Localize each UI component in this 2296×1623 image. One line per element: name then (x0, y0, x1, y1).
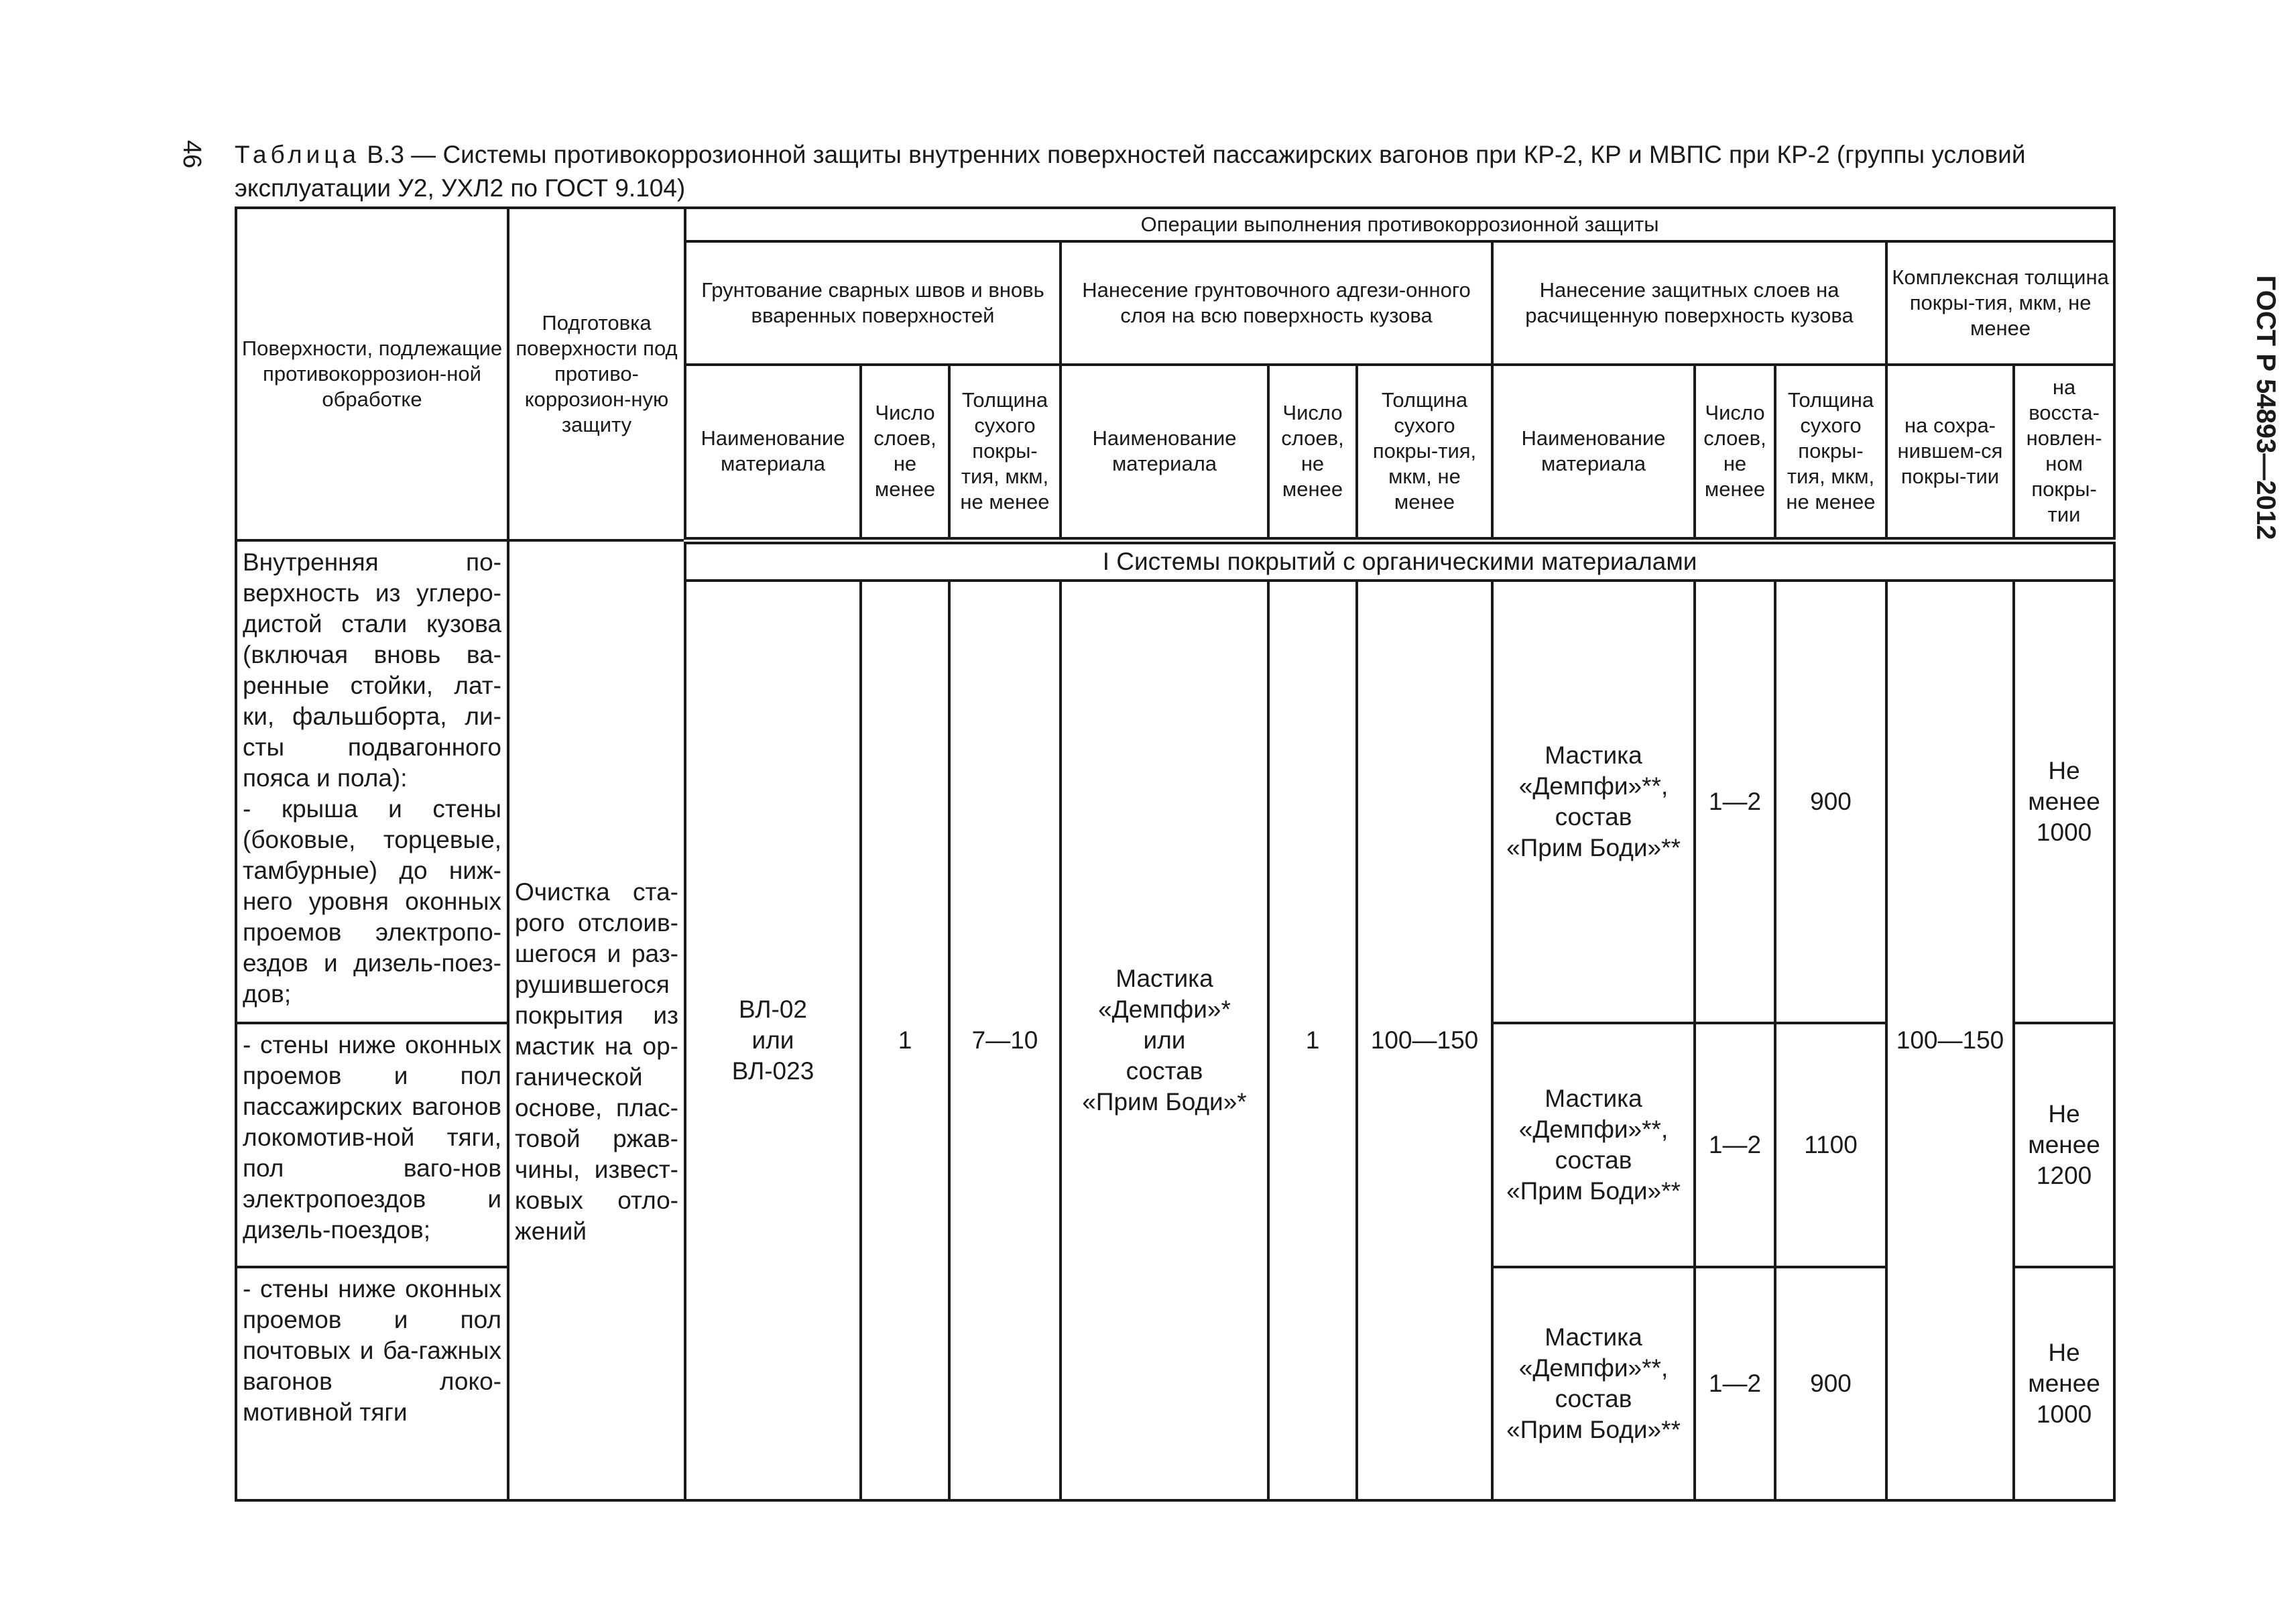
protective-thickness-2: 1100 (1775, 1023, 1886, 1267)
caption-text: В.3 — Системы противокоррозионной защиты внутренних поверхностей пассажирских вагонов при КР-2, КР и МВПС при КР-2 (группы условий эксплуатации У2, УХЛ2 по ГОСТ 9.104) (235, 141, 2026, 202)
header-thickness-3: Толщина сухого покры-тия, мкм, не менее (1775, 365, 1886, 540)
header-layers-1: Число слоев, не менее (861, 365, 949, 540)
header-group-total-thickness: Комплексная толщина покры-тия, мкм, не менее (1886, 241, 2114, 365)
protective-thickness-1: 900 (1775, 581, 1886, 1023)
caption-prefix: Таблица (235, 141, 361, 168)
header-restored-coating: на восста-новлен-ном покры-тии (2014, 365, 2114, 540)
restored-thickness-1: Не менее 1000 (2014, 581, 2114, 1023)
protective-layers-3: 1—2 (1695, 1267, 1775, 1500)
protective-layers-2: 1—2 (1695, 1023, 1775, 1267)
primer-material: ВЛ-02 или ВЛ-023 (685, 581, 861, 1500)
preserved-thickness: 100—150 (1886, 581, 2014, 1500)
surface-roof-walls: Внутренняя по-верхность из углеро-дистой стали кузова (включая вновь ва-ренные стойки, лат-ки, фальшборта, ли-сты подвагонного пояса и пола): - крыша и стены (боковые, торцевые, тамбурные) до ниж-него уровня оконных проемов электропо-ездов и дизель-поез-дов; (236, 540, 508, 1023)
protective-material-3: Мастика «Демпфи»**, состав «Прим Боди»** (1492, 1267, 1695, 1500)
protective-material-2: Мастика «Демпфи»**, состав «Прим Боди»** (1492, 1023, 1695, 1267)
surface-mail-baggage: - стены ниже оконных проемов и пол почтовых и ба-гажных вагонов локо-мотивной тяги (236, 1267, 508, 1500)
preparation-cell: Очистка ста-рого отслоив-шегося и раз-рушившегося покрытия из мастик на ор-ганической основе, плас-товой ржав-чины, извест-ковых отло-жений (508, 540, 685, 1500)
adhesive-thickness: 100—150 (1357, 581, 1492, 1500)
protective-thickness-3: 900 (1775, 1267, 1886, 1500)
adhesive-material: Мастика «Демпфи»* или состав «Прим Боди»* (1061, 581, 1268, 1500)
header-surfaces: Поверхности, подлежащие противокоррозион-ной обработке (236, 208, 508, 540)
header-thickness-1: Толщина сухого покры-тия, мкм, не менее (949, 365, 1061, 540)
header-layers-3: Число слоев, не менее (1695, 365, 1775, 540)
primer-thickness: 7—10 (949, 581, 1061, 1500)
page-number: 46 (178, 139, 206, 169)
header-material-3: Наименование материала (1492, 365, 1695, 540)
header-group-protective-layers: Нанесение защитных слоев на расчищенную поверхность кузова (1492, 241, 1886, 365)
restored-thickness-2: Не менее 1200 (2014, 1023, 2114, 1267)
surface-passenger-walls-floor: - стены ниже оконных проемов и пол пассажирских вагонов локомотив-ной тяги, пол ваго-нов электропоездов и дизель-поездов; (236, 1023, 508, 1267)
protective-material-1: Мастика «Демпфи»**, состав «Прим Боди»** (1492, 581, 1695, 1023)
header-material-2: Наименование материала (1061, 365, 1268, 540)
header-material-1: Наименование материала (685, 365, 861, 540)
header-thickness-2: Толщина сухого покры-тия, мкм, не менее (1357, 365, 1492, 540)
table-caption (235, 138, 2112, 205)
header-preparation: Подготовка поверхности под противо-коррозион-ную защиту (508, 208, 685, 540)
adhesive-layers: 1 (1268, 581, 1357, 1500)
protection-systems-table (235, 206, 2116, 1502)
section-organic-systems: I Системы покрытий с органическими материалами (685, 540, 2114, 581)
header-group-priming-welds: Грунтование сварных швов и вновь вваренных поверхностей (685, 241, 1061, 365)
primer-layers: 1 (861, 581, 949, 1500)
protective-layers-1: 1—2 (1695, 581, 1775, 1023)
standard-designation: ГОСТ Р 54893—2012 (2251, 275, 2281, 540)
header-group-adhesive-layer: Нанесение грунтовочного адгези-онного слоя на всю поверхность кузова (1061, 241, 1492, 365)
header-layers-2: Число слоев, не менее (1268, 365, 1357, 540)
header-preserved-coating: на сохра-нившем-ся покры-тии (1886, 365, 2014, 540)
header-operations: Операции выполнения противокоррозионной защиты (685, 208, 2114, 241)
restored-thickness-3: Не менее 1000 (2014, 1267, 2114, 1500)
